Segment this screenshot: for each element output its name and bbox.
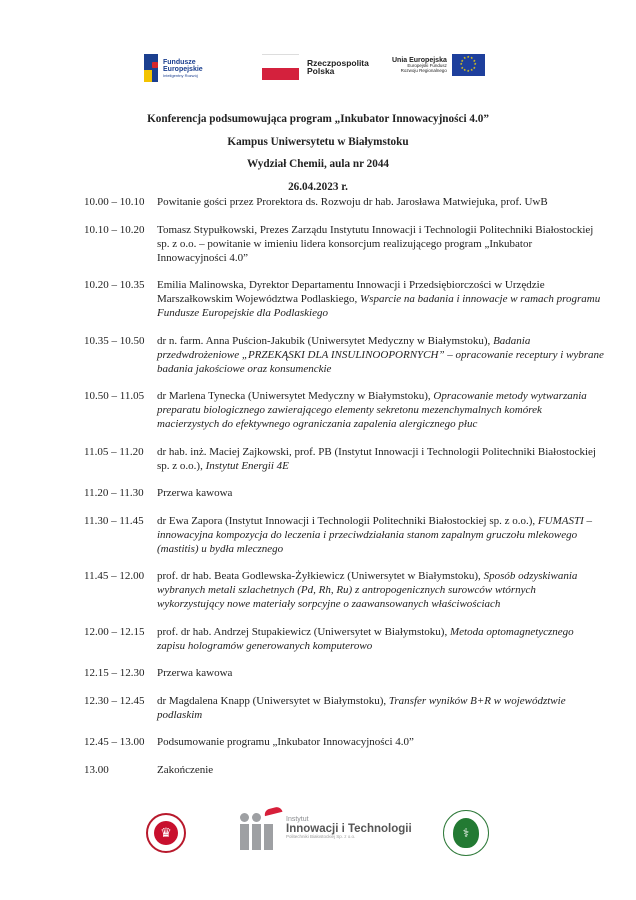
agenda-description [157, 223, 604, 265]
agenda-speaker: Powitanie gości przez Prorektora ds. Rozwoju dr hab. Jarosława Matwiejuka, prof. UwB [157, 196, 548, 208]
agenda-item [84, 486, 604, 500]
agenda-speaker: Tomasz Stypułkowski, Prezes Zarządu Instytutu Innowacji i Technologii Politechniki Białostockiej sp. z o.o. – powitanie w imieniu lidera konsorcjum realizującego program „Inkubator Innowacyjności 4.0” [157, 223, 594, 264]
agenda-list [84, 195, 604, 790]
eu-flag-icon [452, 54, 485, 76]
agenda-time: 12.15 – 12.30 [84, 667, 145, 679]
agenda-speaker: Przerwa kawowa [157, 667, 233, 679]
agenda-time: 11.45 – 12.00 [84, 570, 145, 582]
uniwersytet-w-bialymstoku-seal-icon: ♛ [146, 813, 186, 853]
conference-title: Konferencja podsumowująca program „Inkubator Innowacyjności 4.0” [147, 113, 489, 125]
agenda-description [157, 278, 604, 320]
instytut-innowacji-i-technologii-logo [240, 808, 412, 850]
eu-star-icon: ★ [463, 56, 467, 61]
fundusze-europejskie-icon [144, 54, 158, 82]
eu-star-icon: ★ [460, 58, 464, 63]
eu-star-icon: ★ [470, 56, 474, 61]
eu-star-icon: ★ [466, 55, 470, 60]
fundusze-europejskie-logo [144, 54, 203, 82]
venue: Kampus Uniwersytetu w Białymstoku [227, 135, 409, 148]
agenda-time: 12.30 – 12.45 [84, 694, 145, 707]
agenda-speaker: Podsumowanie programu „Inkubator Innowacyjności 4.0” [157, 736, 414, 748]
iit-line2: Innowacji i Technologii [286, 823, 412, 836]
agenda-item [84, 694, 604, 722]
agenda-item [84, 666, 604, 680]
agenda-speaker: Przerwa kawowa [157, 487, 233, 499]
agenda-description [157, 763, 604, 777]
agenda-description [157, 445, 604, 473]
agenda-item [84, 334, 604, 376]
agenda-talk-title: Badania przedwdrożeniowe „PRZEKĄSKI DLA INSULINOOPORNYCH” – opracowanie receptury i wybrane badania jakościowe oraz konsumenckie [157, 334, 604, 375]
agenda-time: 12.00 – 12.15 [84, 625, 145, 638]
unia-europejska-logo [392, 54, 485, 76]
agenda-talk-title: Transfer wyników B+R w województwie podlaskim [157, 694, 566, 721]
eu-star-icon: ★ [472, 65, 476, 70]
eu-star-icon: ★ [470, 68, 474, 73]
agenda-talk-title: Metoda optomagnetycznego zapisu hologramów generowanych komputerowo [157, 625, 574, 652]
ue-line1: Unia Europejska [392, 56, 447, 64]
ue-line3: Rozwoju Regionalnego [400, 67, 447, 73]
agenda-talk-title: Instytut Energii 4E [205, 459, 289, 472]
agenda-description [157, 334, 604, 376]
fe-line1: Fundusze [163, 58, 196, 66]
agenda-item [84, 278, 604, 320]
eu-star-icon: ★ [463, 68, 467, 73]
agenda-time: 11.05 – 11.20 [84, 445, 144, 458]
agenda-speaker: prof. dr hab. Andrzej Stupakiewicz (Uniwersytet w Białymstoku), [157, 625, 450, 638]
agenda-talk-title: FUMASTI – innowacyjna kompozycja do leczenia i przeciwdziałania stanom zapalnym gruczołu mlekowego (mastitis) u bydła mlecznego [157, 514, 592, 555]
agenda-description [157, 625, 604, 653]
agenda-item [84, 569, 604, 611]
agenda-item [84, 445, 604, 473]
rzeczpospolita-polska-logo [262, 54, 369, 80]
eu-star-icon: ★ [460, 65, 464, 70]
agenda-item [84, 735, 604, 749]
iit-mark-icon [240, 808, 282, 850]
agenda-speaker: dr hab. inż. Maciej Zajkowski, prof. PB (Instytut Innowacji i Technologii Politechniki Białostockiej sp. z o.o.), [157, 445, 596, 472]
agenda-description [157, 569, 604, 611]
agenda-time: 10.10 – 10.20 [84, 223, 145, 236]
sponsor-logos-top [140, 52, 500, 88]
agenda-description [157, 486, 604, 500]
agenda-time: 13.00 [84, 763, 109, 776]
agenda-talk-title: Sposób odzyskiwania wybranych metali szlachetnych (Pd, Rh, Ru) z antropogenicznych surowców wtórnych wykorzystujący nowe materiały sorpcyjne o zaawansowanych właściwościach [157, 570, 578, 610]
polish-flag-icon [262, 54, 299, 80]
agenda-time: 10.50 – 11.05 [84, 390, 145, 402]
fe-line2: Europejskie [163, 65, 203, 73]
rp-line2: Polska [307, 66, 335, 76]
partner-logos-bottom [140, 805, 500, 860]
ue-line2: Europejski Fundusz [407, 62, 447, 68]
agenda-item [84, 195, 604, 209]
rp-line1: Rzeczpospolita [307, 57, 369, 68]
agenda-item [84, 763, 604, 777]
document-header [0, 108, 636, 198]
agenda-time: 10.20 – 10.35 [84, 279, 145, 291]
agenda-speaker: dr Marlena Tynecka (Uniwersytet Medyczny w Białymstoku), [157, 390, 434, 402]
agenda-speaker: dr n. farm. Anna Puścion-Jakubik (Uniwersytet Medyczny w Białymstoku), [157, 334, 494, 347]
agenda-description [157, 666, 604, 680]
fe-line3: Inteligentny Rozwój [163, 72, 198, 78]
room: Wydział Chemii, aula nr 2044 [246, 158, 390, 170]
agenda-speaker: dr Ewa Zapora (Instytut Innowacji i Technologii Politechniki Białostockiej sp. z o.o.), [157, 514, 538, 527]
agenda-speaker: prof. dr hab. Beata Godlewska-Żyłkiewicz (Uniwersytet w Białymstoku), [157, 570, 484, 582]
agenda-time: 11.20 – 11.30 [84, 487, 144, 499]
agenda-talk-title: Opracowanie metody wytwarzania preparatu biologicznego zawierającego elementy sekretonu mezenchymalnych komórek macierzystych do efektywnego ograniczania zapalenia alergicznego płuc [157, 390, 587, 430]
agenda-time: 10.00 – 10.10 [84, 196, 145, 208]
agenda-item [84, 625, 604, 653]
eu-star-icon: ★ [459, 62, 463, 67]
agenda-item [84, 389, 604, 431]
agenda-description [157, 389, 604, 431]
agenda-time: 11.30 – 11.45 [84, 514, 144, 527]
eu-star-icon: ★ [466, 69, 470, 74]
agenda-item [84, 514, 604, 556]
iit-line3: Politechniki Białostockiej Sp. z o.o. [286, 834, 356, 840]
eu-star-icon: ★ [473, 62, 477, 67]
agenda-description [157, 514, 604, 556]
agenda-speaker: dr Magdalena Knapp (Uniwersytet w Białymstoku), [157, 694, 389, 707]
agenda-time: 10.35 – 10.50 [84, 334, 145, 347]
agenda-speaker: Emilia Malinowska, Dyrektor Departamentu Innowacji i Przedsiębiorczości w Urzędzie Marszałkowskim Województwa Podlaskiego, [157, 279, 545, 305]
eu-star-icon: ★ [472, 58, 476, 63]
iit-line1: Instytut [286, 816, 309, 823]
agenda-description [157, 694, 604, 722]
uniwersytet-medyczny-seal-icon: ⚕ [443, 810, 489, 856]
agenda-speaker: Zakończenie [157, 763, 214, 776]
agenda-description [157, 195, 604, 209]
event-date: 26.04.2023 r. [288, 180, 348, 193]
agenda-time: 12.45 – 13.00 [84, 736, 145, 748]
agenda-description [157, 735, 604, 749]
agenda-item [84, 223, 604, 265]
agenda-talk-title: Wsparcie na badania i innowacje w ramach programu Fundusze Europejskie dla Podlaskiego [157, 293, 601, 319]
